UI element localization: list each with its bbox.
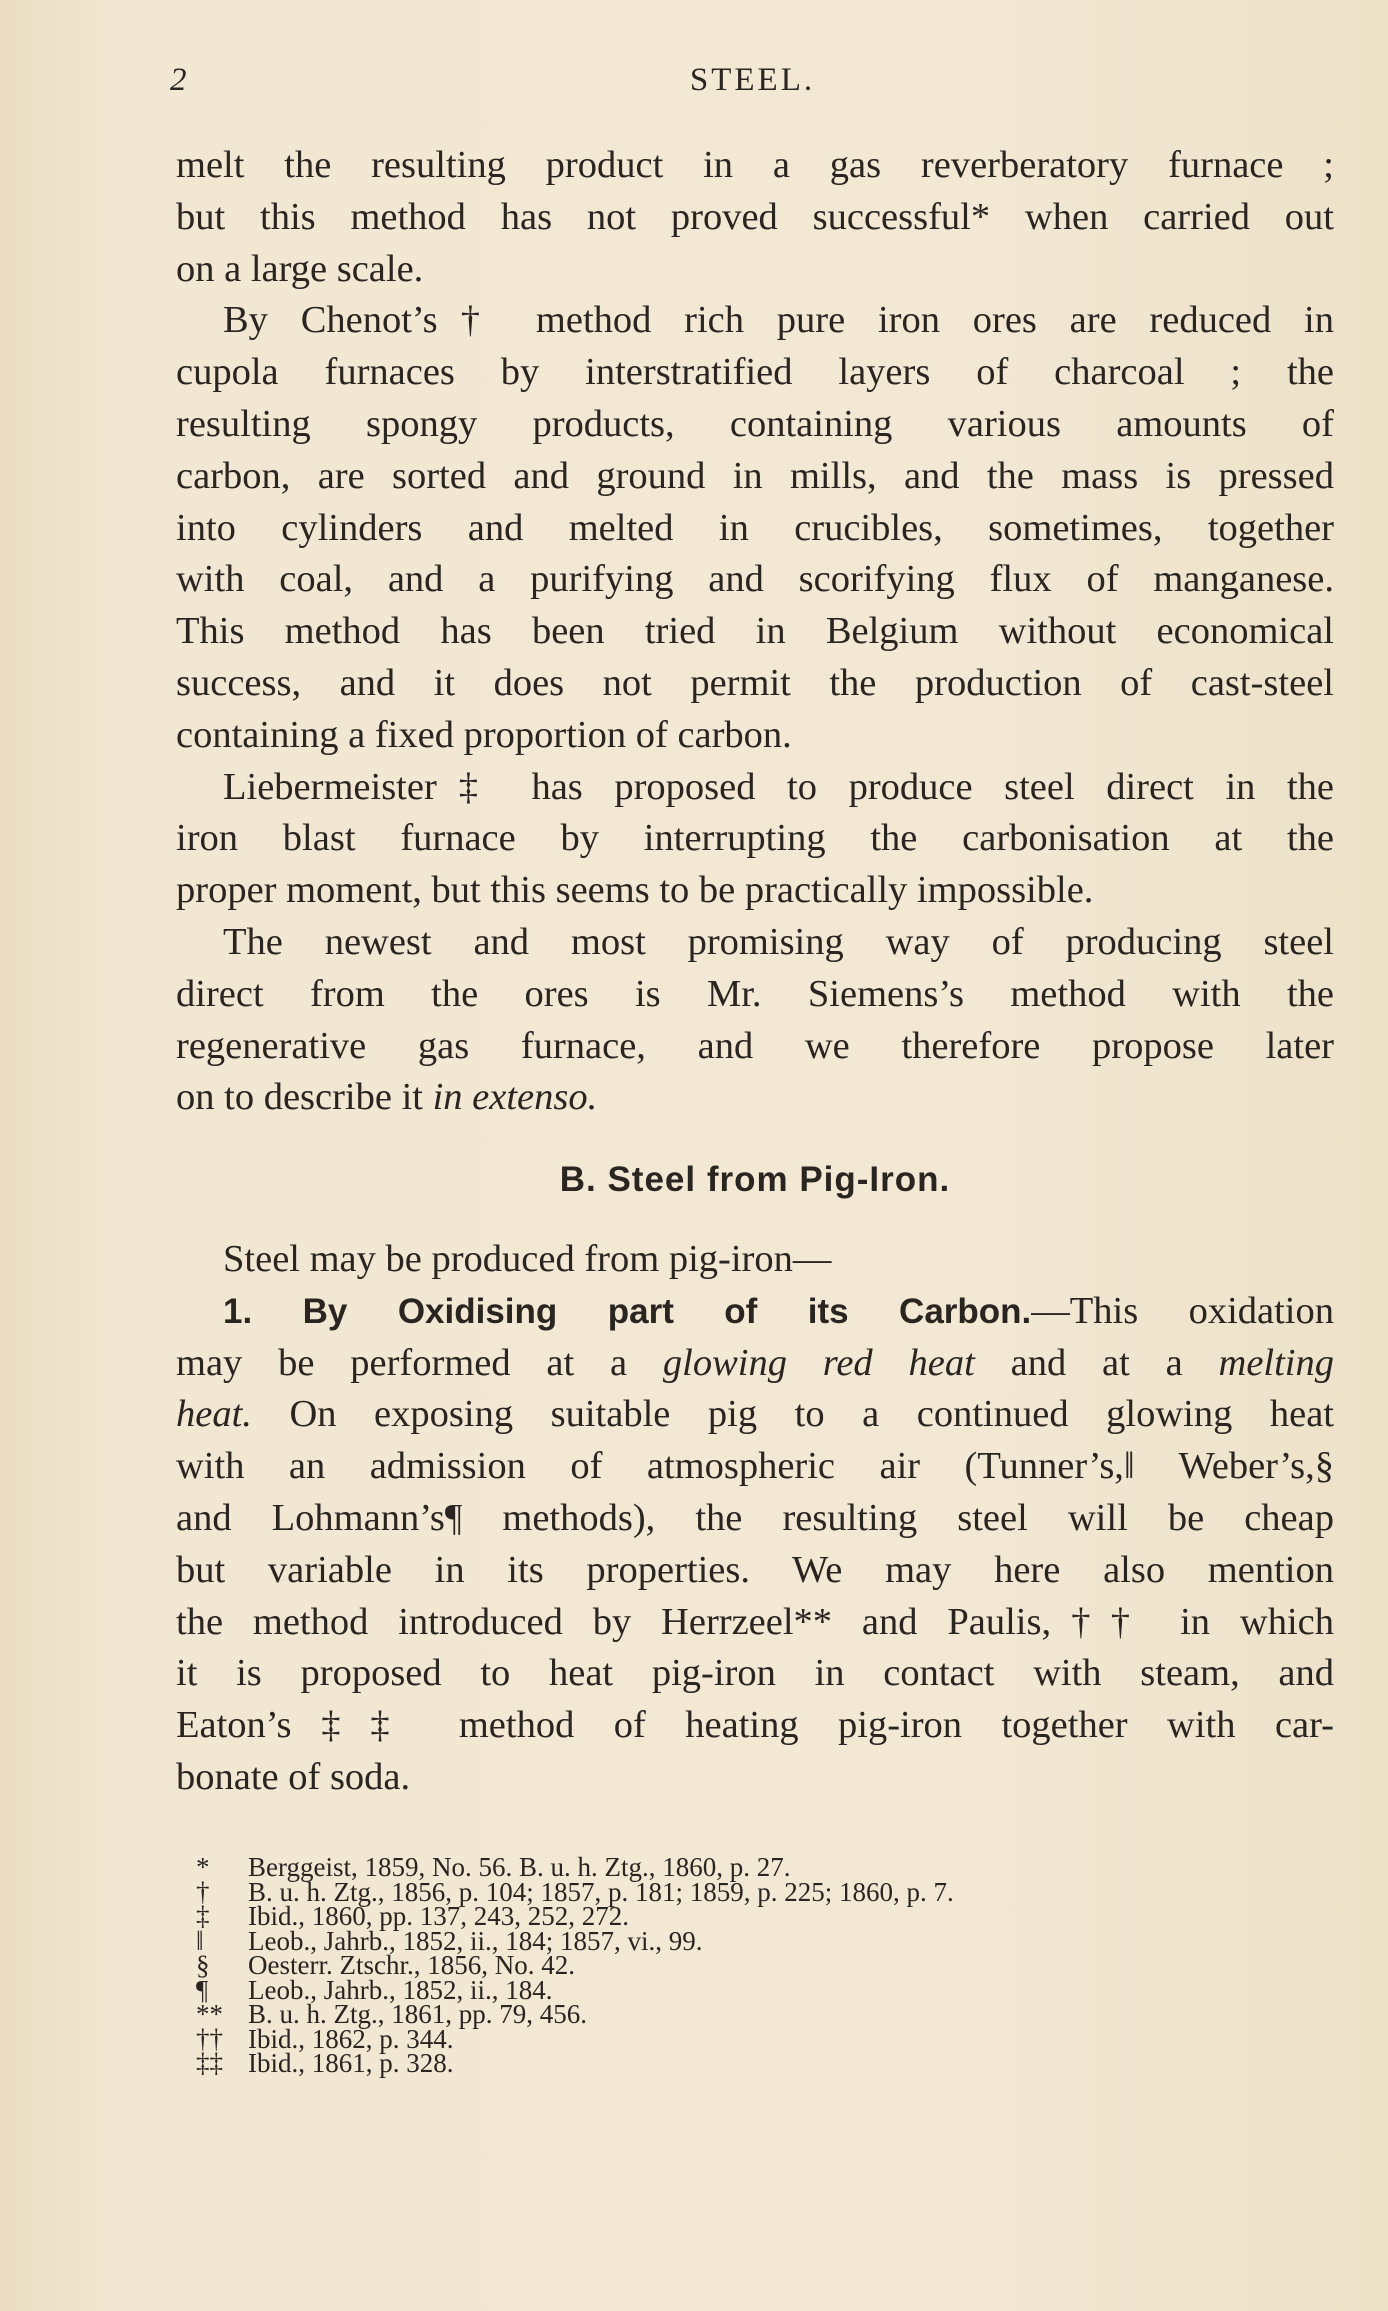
text-line: with coal, and a purifying and scorifying flux of manganese. [176, 558, 1334, 601]
text-line: on a large scale. [176, 247, 424, 290]
italic-term: glowing red heat [662, 1341, 975, 1384]
text-line: By Chenot’s† method rich pure iron ores are reduced in [223, 299, 1334, 342]
running-title: STEEL. [689, 62, 816, 98]
text-line [176, 1072, 1334, 1124]
footnote-text: B. u. h. Ztg., 1856, p. 104; 1857, p. 181; 1859, p. 225; 1860, p. 7. [248, 1876, 954, 1907]
text-run: on to describe it [176, 1076, 433, 1119]
footnote-text: Ibid., 1861, p. 328. [248, 2048, 454, 2078]
page-number: 2 [170, 62, 190, 98]
text-line: direct from the ores is Mr. Siemens’s method with the [176, 972, 1334, 1015]
footnote-text: B. u. h. Ztg., 1861, pp. 79, 456. [248, 1999, 588, 2029]
body-text [176, 140, 1334, 1804]
footnote-text: Leob., Jahrb., 1852, ii., 184; 1857, vi., 99. [248, 1925, 703, 1956]
footnote-text: Ibid., 1860, pp. 137, 243, 252, 272. [248, 1901, 629, 1931]
text-line: iron blast furnace by interrupting the carbonisation at the [176, 817, 1334, 860]
footnote-mark: ** [196, 1999, 223, 2029]
text-line: it is proposed to heat pig-iron in contact with steam, and [176, 1652, 1334, 1695]
text-line: with an admission of atmospheric air (Tunner’s,‖ Weber’s,§ [176, 1445, 1334, 1488]
text-run: may be performed at a [176, 1341, 663, 1384]
text-line: regenerative gas furnace, and we therefore propose later [176, 1024, 1334, 1067]
footnote-mark: ‡‡ [196, 2048, 223, 2078]
text-run: On exposing suitable pig to a continued glowing heat [251, 1393, 1334, 1436]
text-line: into cylinders and melted in crucibles, sometimes, together [176, 506, 1334, 549]
text-run: —This oxidation [1031, 1289, 1334, 1332]
text-line: Liebermeister‡ has proposed to produce steel direct in the [223, 765, 1334, 808]
text-line: but this method has not proved successful* when carried out [176, 195, 1334, 238]
footnote-text: Leob., Jahrb., 1852, ii., 184. [248, 1974, 553, 2005]
text-line: proper moment, but this seems to be practically impossible. [176, 869, 1094, 912]
text-line: but variable in its properties. We may here also mention [176, 1548, 1334, 1591]
text-line: and Lohmann’s¶ methods), the resulting steel will be cheap [176, 1496, 1334, 1539]
text-line: bonate of soda. [176, 1755, 411, 1798]
text-line: the method introduced by Herrzeel** and Paulis,†† in which [176, 1600, 1334, 1643]
footnote-mark: † [196, 1876, 210, 1907]
text-line: resulting spongy products, containing various amounts of [176, 402, 1334, 445]
text-line [176, 1286, 1334, 1338]
numbered-subheading: 1. By Oxidising part of its Carbon. [223, 1291, 1032, 1331]
text-line: Eaton’s‡‡ method of heating pig-iron together with car- [176, 1704, 1334, 1747]
footnote-mark: †† [196, 2023, 223, 2054]
text-line: success, and it does not permit the production of cast-steel [176, 661, 1334, 704]
footnote-mark: ‖ [196, 1925, 204, 1956]
section-heading: B. Steel from Pig-Iron. [559, 1160, 951, 1200]
text-line: cupola furnaces by interstratified layers of charcoal ; the [176, 351, 1334, 394]
text-line: This method has been tried in Belgium without economical [176, 610, 1334, 653]
italic-term: heat. [176, 1393, 252, 1436]
footnote-text: Ibid., 1862, p. 344. [248, 2023, 454, 2054]
footnote-text: Oesterr. Ztschr., 1856, No. 42. [248, 1950, 575, 1980]
text-line: Steel may be produced from pig-iron— [223, 1237, 832, 1280]
italic-term: in extenso. [432, 1076, 598, 1119]
footnote-mark: * [196, 1852, 210, 1882]
footnote-mark: ‡ [196, 1901, 210, 1931]
footnote-text: Berggeist, 1859, No. 56. B. u. h. Ztg., 1860, p. 27. [248, 1852, 791, 1882]
text-line: containing a fixed proportion of carbon. [176, 713, 792, 756]
footnotes [196, 1852, 1336, 2078]
text-line [176, 1338, 1334, 1390]
footnote-mark: ¶ [196, 1974, 209, 2005]
text-line [176, 1389, 1334, 1441]
text-line: The newest and most promising way of producing steel [223, 920, 1334, 963]
text-run: and at a [974, 1341, 1219, 1384]
text-line: carbon, are sorted and ground in mills, and the mass is pressed [176, 454, 1334, 497]
page-header [170, 62, 1335, 112]
footnote-mark: § [196, 1950, 210, 1980]
italic-term: melting [1218, 1341, 1334, 1384]
text-line: melt the resulting product in a gas reverberatory furnace ; [176, 144, 1334, 186]
footnote [196, 2048, 1336, 2078]
